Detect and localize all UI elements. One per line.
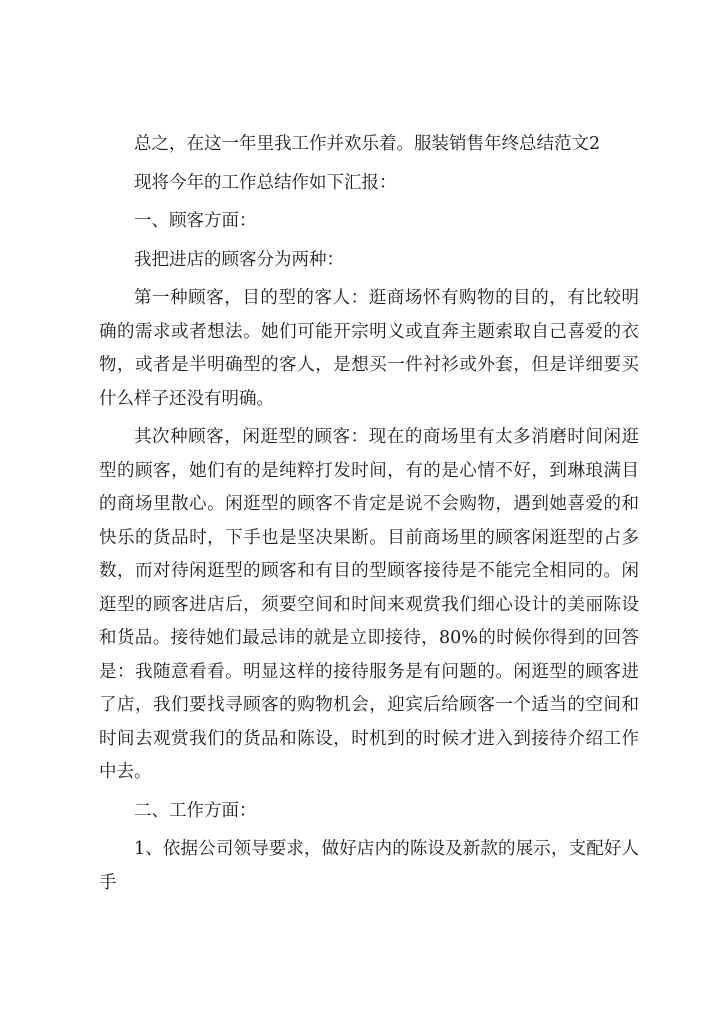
paragraph-purposeful-customer: 第一种顾客，目的型的客人：逛商场怀有购物的目的，有比较明确的需求或者想法。她们可能开宗明义或直奔主题索取自己喜爱的衣物，或者是半明确型的客人，是想买一件衬衫或外套，但是详细要买什么样子还没有明确。 bbox=[99, 288, 639, 409]
paragraph-report-intro: 现将今年的工作总结作如下汇报： bbox=[134, 172, 397, 193]
paragraph-browsing-customer: 其次种顾客，闲逛型的顾客：现在的商场里有太多消磨时间闲逛型的顾客，她们有的是纯粹打发时间，有的是心情不好，到琳琅满目的商场里散心。闲逛型的顾客不肯定是说不会购物，遇到她喜爱的和快乐的货品时，下手也是坚决果断。目前商场里的顾客闲逛型的占多数，而对待闲逛型的顾客和有目的型顾客接待是不能完全相同的。闲逛型的顾客进店后，须要空间和时间来观赏我们细心设计的美丽陈设和货品。接待她们最忌讳的就是立即接待，80%的时候你得到的回答是：我随意看看。明显这样的接待服务是有问题的。闲逛型的顾客进了店，我们要找寻顾客的购物机会，迎宾后给顾客一个适当的空间和时间去观赏我们的货品和陈设，时机到的时候才进入到接待介绍工作中去。 bbox=[99, 427, 639, 782]
paragraph-work-item-1: 1、依据公司领导要求，做好店内的陈设及新款的展示，支配好人手 bbox=[99, 839, 639, 893]
document-body bbox=[99, 128, 639, 900]
paragraph-customer-types: 我把进店的顾客分为两种： bbox=[134, 249, 344, 270]
paragraph-summary-line: 总之，在这一年里我工作并欢乐着。服装销售年终总结范文2 bbox=[134, 134, 601, 154]
heading-customer-section: 一、顾客方面： bbox=[134, 211, 257, 231]
heading-work-section: 二、工作方面： bbox=[134, 800, 257, 821]
